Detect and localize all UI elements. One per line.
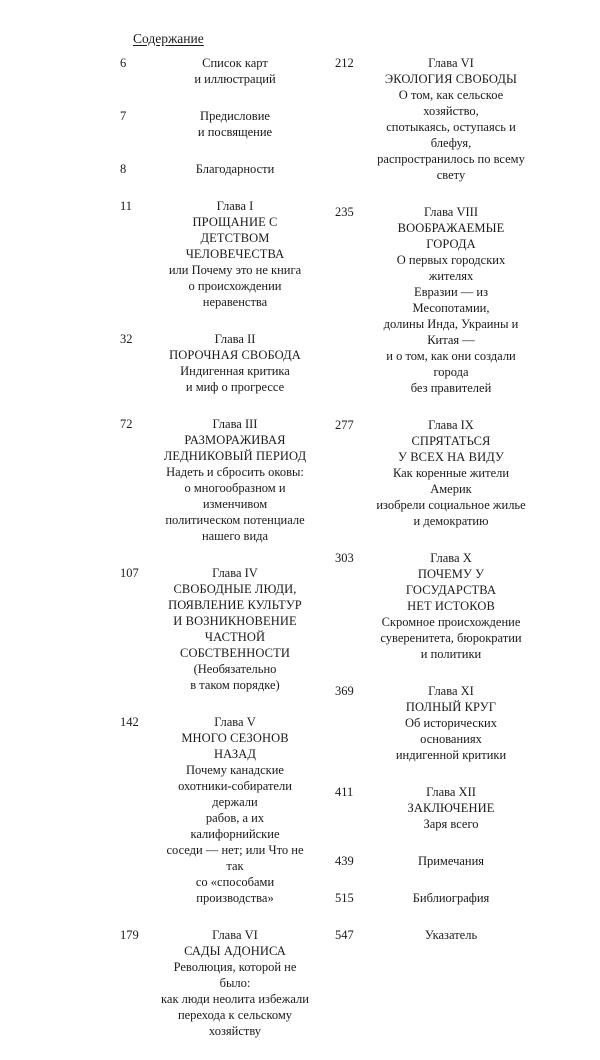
toc-chapter-title: [375, 566, 527, 614]
toc-label: [160, 331, 310, 347]
toc-entry[interactable]: [335, 550, 525, 662]
toc-page-number: 515: [335, 891, 354, 905]
toc-entry-body: [375, 683, 527, 763]
toc-subtitle-line: рабов, а их калифорнийские: [190, 811, 280, 841]
toc-subtitle-line: охотники-собиратели держали: [178, 779, 292, 809]
toc-entry-body: [160, 55, 310, 87]
toc-entry-body: [160, 198, 310, 310]
toc-label-line: Библиография: [412, 891, 490, 905]
toc-page-number: 8: [120, 162, 127, 176]
toc-entry[interactable]: [335, 853, 525, 869]
toc-subtitle-line: нашего вида: [201, 529, 269, 543]
toc-chapter-title: [160, 214, 310, 262]
toc-entry[interactable]: [120, 714, 310, 906]
toc-label-line: Глава VIII: [424, 205, 478, 219]
toc-subtitle-line: Индигенная критика: [180, 364, 290, 378]
toc-subtitle-line: О том, как сельское хозяйство,: [398, 88, 504, 118]
toc-label: [375, 550, 527, 566]
toc-subtitle: [160, 262, 310, 310]
toc-entry[interactable]: [335, 55, 525, 183]
toc-chapter-title-line: ЗАКЛЮЧЕНИЕ: [407, 801, 495, 815]
toc-subtitle-line: спотыкаясь, оступаясь и блефуя,: [386, 120, 516, 150]
toc-label: [160, 565, 310, 581]
toc-page-number: 32: [120, 332, 133, 346]
toc-subtitle: [160, 363, 310, 395]
toc-page-number: 277: [335, 418, 354, 432]
toc-label-line: Предисловие: [200, 109, 270, 123]
toc-label: [375, 853, 527, 869]
toc-label: [160, 161, 310, 177]
toc-subtitle-line: распространилось по всему свету: [377, 152, 525, 182]
toc-entry-body: [375, 55, 527, 183]
toc-subtitle: [160, 762, 310, 906]
toc-page-number: 11: [120, 199, 133, 213]
toc-label-line: Глава X: [430, 551, 472, 565]
toc-label: [160, 55, 310, 87]
toc-label: [160, 927, 310, 943]
toc-subtitle-line: о происхождении неравенства: [188, 279, 282, 309]
toc-entry-body: [160, 161, 310, 177]
toc-entry-body: [375, 204, 527, 396]
toc-entry-body: [160, 565, 310, 693]
toc-page-number: 179: [120, 928, 139, 942]
toc-chapter-title: [375, 71, 527, 87]
toc-chapter-title-line: ЧЕЛОВЕЧЕСТВА: [185, 247, 285, 261]
toc-entry-body: [160, 108, 310, 140]
toc-subtitle: [160, 959, 310, 1039]
toc-page-number: 212: [335, 56, 354, 70]
toc-label-line: Глава IV: [212, 566, 258, 580]
toc-subtitle-line: в таком порядке): [190, 678, 280, 692]
toc-chapter-title-line: ЭКОЛОГИЯ СВОБОДЫ: [384, 72, 518, 86]
toc-page-number: 107: [120, 566, 139, 580]
toc-label-line: Глава V: [214, 715, 256, 729]
toc-chapter-title: [160, 943, 310, 959]
toc-page-number: 7: [120, 109, 127, 123]
toc-subtitle-line: Скромное происхождение: [381, 615, 521, 629]
toc-entry-body: [375, 927, 527, 943]
toc-chapter-title-line: У ВСЕХ НА ВИДУ: [398, 450, 504, 464]
toc-entry[interactable]: [335, 204, 525, 396]
toc-entry[interactable]: [120, 198, 310, 310]
toc-chapter-title-line: ЛЕДНИКОВЫЙ ПЕРИОД: [163, 449, 307, 463]
toc-page-number: 303: [335, 551, 354, 565]
toc-entry-body: [160, 416, 310, 544]
toc-page-number: 439: [335, 854, 354, 868]
toc-label-line: Указатель: [424, 928, 478, 942]
toc-label-line: Глава III: [212, 417, 258, 431]
toc-label: [160, 416, 310, 432]
toc-subtitle-line: и о том, как они создали города: [386, 349, 516, 379]
toc-chapter-title: [160, 347, 310, 363]
toc-chapter-title-line: ВООБРАЖАЕМЫЕ ГОРОДА: [397, 221, 505, 251]
toc-subtitle-line: долины Инда, Украины и Китая —: [383, 317, 519, 347]
toc-chapter-title-line: НЕТ ИСТОКОВ: [407, 599, 495, 613]
toc-entry-body: [160, 331, 310, 395]
toc-entry[interactable]: [335, 890, 525, 906]
toc-chapter-title: [160, 432, 310, 464]
toc-chapter-title-line: САДЫ АДОНИСА: [184, 944, 286, 958]
toc-page-number: 6: [120, 56, 127, 70]
toc-subtitle-line: изобрели социальное жилье: [376, 498, 526, 512]
toc-label-line: и посвящение: [197, 125, 273, 139]
toc-subtitle: [160, 661, 310, 693]
toc-subtitle-line: Евразии — из Месопотамии,: [412, 285, 490, 315]
toc-page-number: 411: [335, 785, 354, 799]
toc-label-line: Список карт: [202, 56, 268, 70]
toc-subtitle-line: как люди неолита избежали: [161, 992, 309, 1006]
toc-entry-body: [160, 714, 310, 906]
toc-label-line: Глава VI: [428, 56, 474, 70]
toc-entry[interactable]: [120, 331, 310, 395]
toc-entry[interactable]: [335, 784, 525, 832]
toc-label: [375, 683, 527, 699]
toc-label-line: Глава II: [214, 332, 256, 346]
toc-chapter-title-line: ПОЧЕМУ У ГОСУДАРСТВА: [405, 567, 497, 597]
toc-subtitle-line: без правителей: [410, 381, 492, 395]
toc-subtitle-line: или Почему это не книга: [168, 263, 302, 277]
toc-label-line: Глава IX: [428, 418, 474, 432]
toc-label: [375, 417, 527, 433]
toc-subtitle-line: Об исторических основаниях: [405, 716, 497, 746]
toc-label-line: Примечания: [417, 854, 485, 868]
toc-label: [160, 108, 310, 140]
toc-label-line: Глава XI: [428, 684, 474, 698]
toc-entry[interactable]: [120, 55, 310, 87]
toc-chapter-title: [375, 800, 527, 816]
toc-entry[interactable]: [335, 417, 525, 529]
toc-subtitle-line: перехода к сельскому хозяйству: [177, 1008, 293, 1038]
toc-label: [375, 890, 527, 906]
toc-subtitle: [375, 87, 527, 183]
toc-chapter-title-line: МНОГО СЕЗОНОВ НАЗАД: [181, 731, 289, 761]
toc-subtitle-line: Заря всего: [423, 817, 479, 831]
toc-subtitle-line: О первых городских жителях: [396, 253, 506, 283]
toc-label-line: и иллюстраций: [194, 72, 276, 86]
toc-chapter-title-line: СВОБОДНЫЕ ЛЮДИ,: [173, 582, 297, 596]
toc-chapter-title: [160, 581, 310, 661]
toc-label: [375, 55, 527, 71]
toc-label: [375, 927, 527, 943]
toc-right-column: [335, 55, 525, 964]
toc-chapter-title-line: ПОЛНЫЙ КРУГ: [405, 700, 497, 714]
toc-subtitle-line: о многообразном и изменчивом: [184, 481, 286, 511]
toc-entry-body: [375, 417, 527, 529]
toc-entry-body: [375, 890, 527, 906]
toc-entry[interactable]: [335, 683, 525, 763]
toc-entry[interactable]: [120, 108, 310, 140]
toc-subtitle-line: и политики: [420, 647, 482, 661]
toc-subtitle-line: Как коренные жители Америк: [392, 466, 510, 496]
toc-chapter-title-line: И ВОЗНИКНОВЕНИЕ ЧАСТНОЙ: [173, 614, 297, 644]
toc-subtitle-line: и миф о прогрессе: [185, 380, 285, 394]
toc-subtitle: [375, 816, 527, 832]
toc-label-line: Благодарности: [195, 162, 275, 176]
toc-subtitle-line: индигенной критики: [395, 748, 507, 762]
toc-chapter-title: [375, 433, 527, 465]
toc-label: [375, 784, 527, 800]
toc-page-number: 369: [335, 684, 354, 698]
toc-entry-body: [375, 550, 527, 662]
toc-page-number: 235: [335, 205, 354, 219]
toc-subtitle: [160, 464, 310, 544]
toc-label-line: Глава XII: [426, 785, 476, 799]
toc-page-number: 142: [120, 715, 139, 729]
toc-subtitle-line: (Необязательно: [193, 662, 277, 676]
toc-subtitle: [375, 614, 527, 662]
toc-entry-body: [375, 853, 527, 869]
toc-entry-body: [375, 784, 527, 832]
toc-entry[interactable]: [120, 161, 310, 177]
toc-entry[interactable]: [120, 565, 310, 693]
toc-subtitle-line: со «способами производства»: [195, 875, 275, 905]
toc-subtitle-line: Почему канадские: [186, 763, 284, 777]
toc-subtitle-line: соседи — нет; или Что не так: [166, 843, 304, 873]
toc-label-line: Глава VI: [212, 928, 258, 942]
toc-chapter-title-line: РАЗМОРАЖИВАЯ: [184, 433, 286, 447]
toc-subtitle-line: Революция, которой не было:: [173, 960, 297, 990]
page-title: Содержание: [133, 31, 204, 46]
toc-label-line: Глава I: [216, 199, 254, 213]
toc-chapter-title-line: СОБСТВЕННОСТИ: [180, 646, 290, 660]
toc-left-column: [120, 55, 310, 1060]
toc-subtitle-line: политическом потенциале: [165, 513, 305, 527]
toc-entry[interactable]: [120, 416, 310, 544]
toc-chapter-title-line: СПРЯТАТЬСЯ: [411, 434, 491, 448]
toc-subtitle-line: и демократию: [413, 514, 489, 528]
toc-chapter-title: [375, 220, 527, 252]
toc-chapter-title-line: ПРОЩАНИЕ С ДЕТСТВОМ: [192, 215, 278, 245]
toc-chapter-title: [160, 730, 310, 762]
toc-subtitle-line: суверенитета, бюрократии: [380, 631, 522, 645]
toc-subtitle: [375, 715, 527, 763]
toc-subtitle: [375, 252, 527, 396]
toc-label: [160, 198, 310, 214]
toc-entry-body: [160, 927, 310, 1039]
toc-page-number: 547: [335, 928, 354, 942]
toc-subtitle: [375, 465, 527, 529]
toc-entry[interactable]: [120, 927, 310, 1039]
toc-entry[interactable]: [335, 927, 525, 943]
toc-chapter-title: [375, 699, 527, 715]
toc-label: [160, 714, 310, 730]
toc-chapter-title-line: ПОРОЧНАЯ СВОБОДА: [169, 348, 301, 362]
toc-chapter-title-line: ПОЯВЛЕНИЕ КУЛЬТУР: [168, 598, 302, 612]
toc-label: [375, 204, 527, 220]
toc-subtitle-line: Надеть и сбросить оковы:: [166, 465, 304, 479]
toc-page-number: 72: [120, 417, 133, 431]
